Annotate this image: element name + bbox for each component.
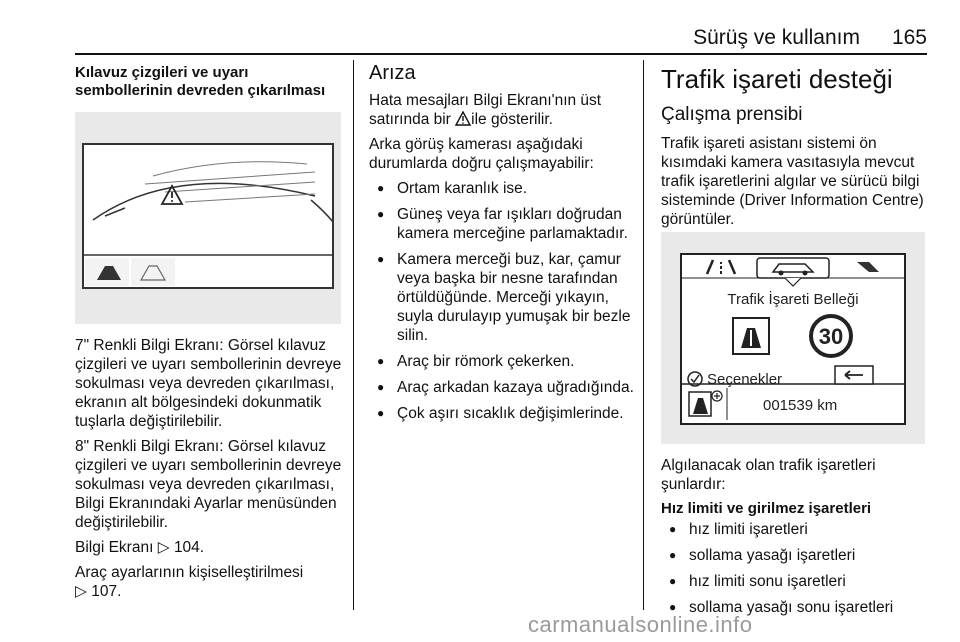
no-overtaking-end-sign-icon xyxy=(733,318,769,354)
right-body xyxy=(661,456,931,624)
list-item: ● hız limiti işaretleri xyxy=(661,520,931,539)
list-item: ● sollama yasağı işaretleri xyxy=(661,546,931,565)
detected-signs-intro: Algılanacak olan trafik işaretleri şunlardır: xyxy=(661,457,876,493)
rear-camera-figure xyxy=(75,112,341,324)
guide-lines-toggle-icon[interactable] xyxy=(85,258,129,286)
list-item: ● Ortam karanlık ise. xyxy=(369,179,637,198)
header-rule xyxy=(75,53,927,55)
speed-limit-sign-icon xyxy=(811,316,851,356)
fault-conditions-intro: Arka görüş kamerası aşağıdaki durumlarda doğru çalışmayabilir: xyxy=(369,136,594,172)
page-number: 165 xyxy=(891,26,927,49)
left-heading: Kılavuz çizgileri ve uyarı sembollerinin devreden çıkarılması xyxy=(75,64,326,99)
traffic-sign-title: Trafik işareti desteği xyxy=(661,64,893,94)
paragraph-8-inch: 8" Renkli Bilgi Ekranı: Görsel kılavuz çizgileri ve uyarı sembollerinin devreye sokulması veya devreden çıkarılması, Bilgi Ekranındaki Ayarlar menüsünden değiştirilebilir. xyxy=(75,438,342,531)
operating-principle-subtitle: Çalışma prensibi xyxy=(661,104,803,125)
column-divider-1 xyxy=(353,60,354,610)
column-divider-2 xyxy=(643,60,644,610)
list-item: ● Kamera merceği buz, kar, çamur veya başka bir nesne tarafından örtüldüğünde. Merceği yıkayın, suyla durulayıp yumuşak bir bezle silin. xyxy=(369,250,637,345)
info-display-ref: Bilgi Ekranı ▷ 104. xyxy=(75,539,205,556)
watermark: carmanualsonline.info xyxy=(528,612,753,637)
list-item: ● sollama yasağı sonu işaretleri xyxy=(661,598,931,617)
paragraph-7-inch: 7" Renkli Bilgi Ekranı: Görsel kılavuz çizgileri ve uyarı sembollerinin devreye sokulması veya devreden çıkarılması, ekranın alt bölgesindeki dokunmatik tuşlarla değiştirilebilir. xyxy=(75,337,342,430)
speed-value: 30 xyxy=(818,324,844,349)
dic-screen-illustration xyxy=(661,232,925,444)
list-item: ● Güneş veya far ışıkları doğrudan kamera merceğine parlamaktadır. xyxy=(369,205,637,243)
list-item: ● Araç arkadan kazaya uğradığında. xyxy=(369,378,637,397)
screen-title: Trafik İşareti Belleği xyxy=(727,291,859,308)
fault-title: Arıza xyxy=(369,62,416,84)
left-body xyxy=(75,336,345,607)
speed-limit-heading: Hız limiti ve girilmez işaretleri xyxy=(661,500,872,517)
sign-types-list xyxy=(661,520,931,617)
page-ref-icon: ▷ xyxy=(75,583,87,600)
rear-camera-illustration xyxy=(75,112,341,324)
list-item: ● hız limiti sonu işaretleri xyxy=(661,572,931,591)
fault-conditions-list xyxy=(369,179,637,423)
options-label[interactable]: Seçenekler xyxy=(707,371,783,388)
odometer-reading: 001539 km xyxy=(763,397,838,414)
traffic-sign-screen-figure xyxy=(661,232,925,444)
running-header: Sürüş ve kullanım xyxy=(693,26,860,49)
warning-symbols-toggle-icon[interactable] xyxy=(131,258,175,286)
left-column xyxy=(75,64,343,100)
list-item: ● Çok aşırı sıcaklık değişimlerinde. xyxy=(369,404,637,423)
fault-intro: Hata mesajları Bilgi Ekranı'nın üst satırında bir ile gösterilir. xyxy=(369,92,602,128)
middle-column xyxy=(369,64,637,430)
warning-triangle-icon xyxy=(455,111,471,126)
right-column xyxy=(661,64,931,235)
page-ref-icon: ▷ xyxy=(157,539,170,556)
personalisation-ref: Araç ayarlarının kişiselleştirilmesi ▷ 107. xyxy=(75,564,304,600)
list-item: ● Araç bir römork çekerken. xyxy=(369,352,637,371)
back-button[interactable] xyxy=(835,366,873,384)
operating-principle-text: Trafik işareti asistanı sistemi ön kısımdaki kamera vasıtasıyla mevcut trafik işaretlerini algılar ve sürücü bilgi sisteminde (Driver Information Centre) görüntüler. xyxy=(661,135,924,228)
